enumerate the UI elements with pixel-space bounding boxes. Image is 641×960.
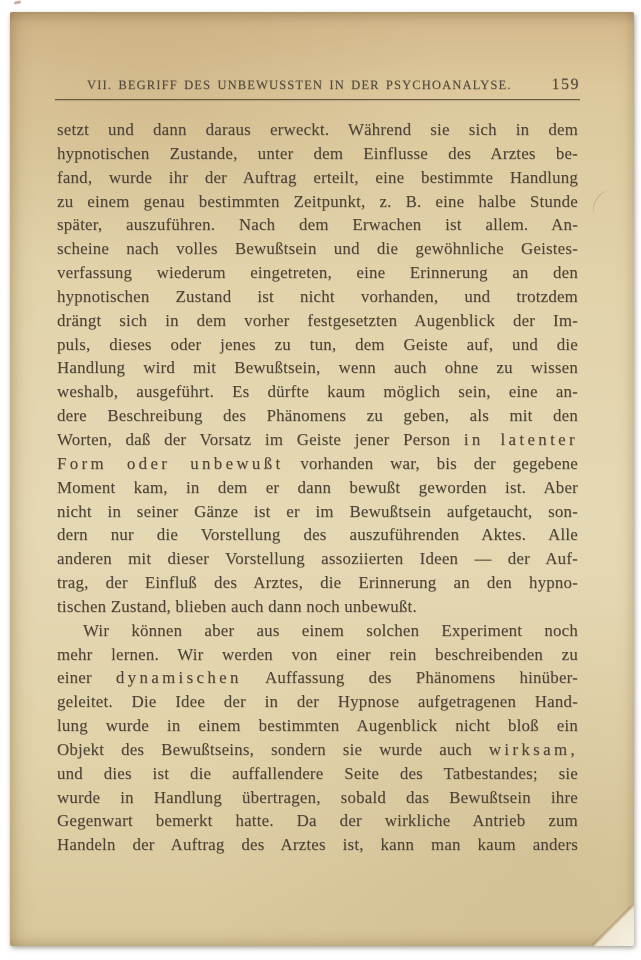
- text-line: [57, 643, 578, 667]
- text-segment: trag, der Einfluß des Arztes, die Erinnerung an den hypno-: [57, 573, 578, 593]
- text-segment: setzt und dann daraus erweckt. Während sie sich in dem: [57, 120, 578, 139]
- text-segment: wurde in Handlung übertragen, sobald das Bewußtsein ihre: [57, 787, 578, 807]
- text-line: [57, 261, 578, 285]
- text-segment: lung wurde in einem bestimmten Augenblick nicht bloß ein: [57, 716, 578, 736]
- text-segment: Auffassung des Phänomens hinüber-: [241, 668, 578, 688]
- text-line: [57, 404, 578, 428]
- text-segment: Gegenwart bemerkt hatte. Da der wirkliche Antrieb zum: [57, 811, 578, 831]
- book-page: [10, 12, 634, 946]
- emphasized-text: dynamischen: [115, 668, 242, 688]
- text-line: [57, 595, 578, 619]
- text-segment: Handlung wird mit Bewußtsein, wenn auch ohne zu wissen: [57, 358, 578, 378]
- text-line: [57, 762, 578, 786]
- text-segment: und dies ist die auffallendere Seite des Tatbestandes; sie: [57, 763, 578, 783]
- text-segment: später, auszuführen. Nach dem Erwachen ist allem. An-: [57, 215, 578, 235]
- text-line: [57, 690, 578, 714]
- text-segment: dere Beschreibung des Phänomens zu geben, als mit den: [57, 406, 578, 426]
- text-segment: weshalb, ausgeführt. Es dürfte kaum möglich sein, eine an-: [57, 382, 578, 402]
- text-line: [57, 523, 578, 547]
- text-line: [57, 309, 578, 333]
- text-line: [57, 333, 578, 357]
- text-segment: zu einem genau bestimmten Zeitpunkt, z. B. eine halbe Stunde: [57, 191, 578, 211]
- text-line: [57, 619, 578, 643]
- text-segment: dern nur die Vorstellung des auszuführenden Aktes. Alle: [57, 525, 578, 545]
- text-line: [57, 380, 578, 404]
- text-line: [57, 571, 578, 595]
- text-line: [57, 547, 578, 571]
- text-line: [57, 166, 578, 190]
- text-line: [57, 118, 578, 142]
- text-line: [57, 356, 578, 380]
- text-line: [57, 190, 578, 214]
- text-segment: Objekt des Bewußtseins, sondern sie wurde auch: [57, 739, 489, 759]
- text-line: [57, 500, 578, 524]
- text-line: [57, 714, 578, 738]
- text-segment: vorhanden war, bis der gegebene: [283, 453, 578, 473]
- text-segment: nicht in seiner Gänze ist er im Bewußtsein aufgetaucht, son-: [57, 501, 578, 521]
- text-segment: hypnotischen Zustande, unter dem Einflusse des Arztes be-: [57, 143, 578, 163]
- text-line: [57, 738, 578, 762]
- text-segment: Worten, daß der Vorsatz im Geiste jener Person: [57, 429, 464, 449]
- text-line: [57, 142, 578, 166]
- running-title: VII. BEGRIFF DES UNBEWUSSTEN IN DER PSYCHOANALYSE.: [86, 78, 512, 92]
- text-segment: geleitet. Die Idee der in der Hypnose aufgetragenen Hand-: [57, 692, 578, 712]
- text-line: [57, 809, 578, 833]
- page-number: 159: [551, 76, 580, 93]
- page-header: [57, 76, 580, 94]
- text-line: [57, 833, 578, 857]
- text-line: [57, 237, 578, 261]
- text-segment: verfassung wiederum eingetreten, eine Erinnerung an den: [57, 263, 578, 283]
- text-segment: tischen Zustand, blieben auch dann noch unbewußt.: [57, 596, 417, 616]
- text-segment: einer: [57, 668, 116, 688]
- text-segment: hypnotischen Zustand ist nicht vorhanden, und trotzdem: [57, 286, 578, 306]
- emphasized-text: in latenter: [463, 429, 578, 449]
- text-segment: mehr lernen. Wir werden von einer rein beschreibenden zu: [57, 644, 578, 664]
- scan-speck: [14, 0, 21, 4]
- page-corner-curl: [592, 906, 634, 946]
- text-line: [57, 285, 578, 309]
- emphasized-text: wirksam,: [488, 739, 578, 759]
- text-line: [57, 452, 578, 476]
- text-segment: anderen mit dieser Vorstellung assoziierten Ideen — der Auf-: [57, 549, 578, 569]
- text-segment: Moment kam, in dem er dann bewußt geworden ist. Aber: [57, 477, 578, 497]
- text-line: [57, 666, 578, 690]
- text-segment: drängt sich in dem vorher festgesetzten Augenblick der Im-: [57, 310, 578, 330]
- text-segment: scheine nach volles Bewußtsein und die gewöhnliche Geistes-: [57, 239, 578, 259]
- page-body: [57, 118, 578, 857]
- text-segment: Handeln der Auftrag des Arztes ist, kann man kaum anders: [57, 835, 578, 855]
- text-line: [57, 213, 578, 237]
- text-line: [57, 428, 578, 452]
- text-segment: puls, dieses oder jenes zu tun, dem Geiste auf, und die: [57, 334, 578, 354]
- text-line: [57, 786, 578, 810]
- text-segment: Wir können aber aus einem solchen Experiment noch: [83, 620, 578, 640]
- text-line: [57, 476, 578, 500]
- paper-blemish: [590, 188, 615, 218]
- emphasized-text: Form oder unbewußt: [57, 453, 284, 473]
- header-rule: [55, 99, 580, 100]
- text-segment: fand, wurde ihr der Auftrag erteilt, eine bestimmte Handlung: [57, 167, 578, 187]
